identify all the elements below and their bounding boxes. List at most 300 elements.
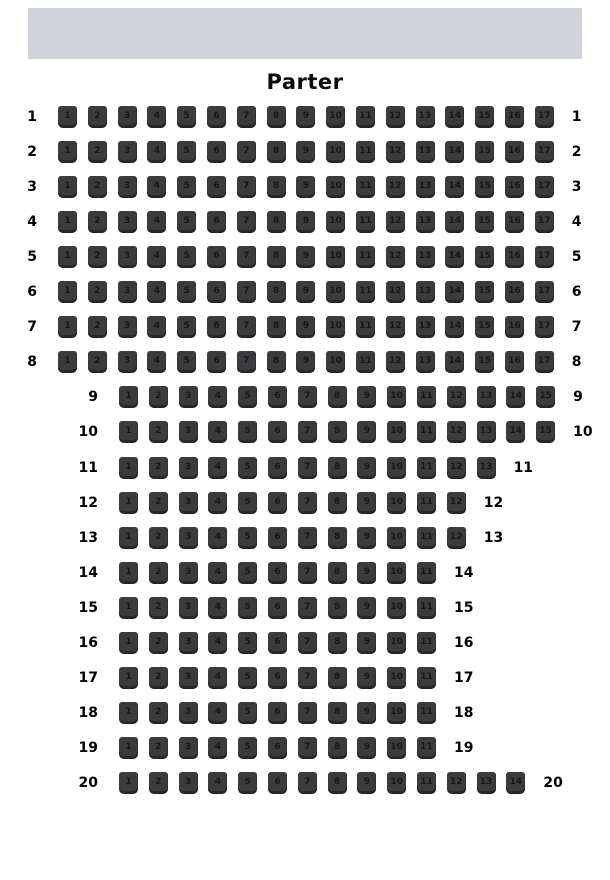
seat[interactable]: 5	[177, 351, 196, 373]
seat[interactable]: 7	[298, 386, 317, 408]
seat[interactable]: 9	[296, 176, 315, 198]
seat[interactable]: 6	[268, 632, 287, 654]
seat[interactable]: 1	[58, 141, 77, 163]
seat[interactable]: 12	[447, 772, 466, 794]
seat[interactable]: 1	[119, 632, 138, 654]
seat[interactable]: 2	[149, 772, 168, 794]
seat[interactable]: 5	[238, 527, 257, 549]
seat[interactable]: 10	[326, 176, 345, 198]
seat[interactable]: 4	[208, 737, 227, 759]
seat[interactable]: 10	[326, 281, 345, 303]
seat[interactable]: 11	[417, 632, 436, 654]
seat-group	[58, 281, 554, 303]
seat[interactable]: 1	[58, 176, 77, 198]
seat[interactable]: 6	[268, 527, 287, 549]
seat[interactable]: 13	[477, 386, 496, 408]
seat[interactable]: 2	[88, 246, 107, 268]
seat[interactable]: 6	[207, 211, 226, 233]
seat[interactable]: 2	[149, 737, 168, 759]
seat[interactable]: 5	[238, 632, 257, 654]
seat[interactable]: 2	[149, 702, 168, 724]
seat[interactable]: 2	[88, 351, 107, 373]
seat[interactable]: 6	[268, 702, 287, 724]
seat[interactable]: 2	[88, 211, 107, 233]
seat[interactable]: 8	[328, 457, 347, 479]
seat[interactable]: 6	[268, 386, 287, 408]
seat[interactable]: 15	[475, 141, 494, 163]
seat[interactable]: 10	[387, 772, 406, 794]
seat[interactable]: 8	[328, 597, 347, 619]
seat[interactable]: 13	[416, 351, 435, 373]
row-label-left: 17	[78, 670, 98, 687]
seat[interactable]: 16	[505, 211, 524, 233]
seat[interactable]: 1	[119, 386, 138, 408]
seat[interactable]: 13	[416, 281, 435, 303]
seat[interactable]: 1	[119, 667, 138, 689]
seat[interactable]: 12	[447, 421, 466, 443]
seat[interactable]: 9	[296, 246, 315, 268]
seat[interactable]: 5	[238, 702, 257, 724]
seat[interactable]: 5	[177, 141, 196, 163]
seat[interactable]: 17	[535, 281, 554, 303]
seat[interactable]: 14	[506, 772, 525, 794]
seat[interactable]: 8	[328, 702, 347, 724]
seat[interactable]: 7	[237, 281, 256, 303]
seat[interactable]: 15	[475, 316, 494, 338]
seat[interactable]: 8	[267, 141, 286, 163]
seat[interactable]: 3	[118, 141, 137, 163]
seat[interactable]: 12	[386, 211, 405, 233]
seat[interactable]: 11	[417, 737, 436, 759]
seat[interactable]: 14	[445, 246, 464, 268]
seat[interactable]: 12	[386, 106, 405, 128]
seat[interactable]: 13	[416, 106, 435, 128]
seat[interactable]: 7	[298, 772, 317, 794]
seat[interactable]: 12	[447, 492, 466, 514]
seat[interactable]: 17	[535, 351, 554, 373]
seat[interactable]: 9	[357, 457, 376, 479]
seat[interactable]: 16	[505, 141, 524, 163]
seat-group	[58, 141, 554, 163]
seat[interactable]: 14	[445, 141, 464, 163]
seat[interactable]: 3	[179, 702, 198, 724]
seat[interactable]: 2	[149, 527, 168, 549]
seat[interactable]: 6	[207, 246, 226, 268]
seat[interactable]: 7	[298, 527, 317, 549]
seat[interactable]: 4	[208, 597, 227, 619]
seat[interactable]: 4	[208, 772, 227, 794]
seat[interactable]: 11	[417, 772, 436, 794]
seat[interactable]: 1	[119, 702, 138, 724]
seat[interactable]: 10	[326, 106, 345, 128]
seat[interactable]: 8	[328, 772, 347, 794]
seat[interactable]: 7	[237, 246, 256, 268]
seat[interactable]: 9	[296, 106, 315, 128]
seat[interactable]: 5	[238, 457, 257, 479]
seat[interactable]: 8	[267, 106, 286, 128]
seat[interactable]: 1	[58, 246, 77, 268]
seat[interactable]: 16	[505, 316, 524, 338]
seat-group	[119, 457, 496, 479]
seat[interactable]: 6	[268, 421, 287, 443]
seat[interactable]: 7	[237, 141, 256, 163]
seat[interactable]: 6	[268, 737, 287, 759]
seat[interactable]: 5	[177, 246, 196, 268]
seat[interactable]: 7	[298, 457, 317, 479]
seat[interactable]: 3	[179, 562, 198, 584]
seat[interactable]: 15	[475, 211, 494, 233]
seat[interactable]: 15	[475, 106, 494, 128]
seat[interactable]: 14	[445, 316, 464, 338]
seat[interactable]: 8	[267, 246, 286, 268]
seat[interactable]: 8	[267, 176, 286, 198]
seat[interactable]: 6	[207, 351, 226, 373]
seat[interactable]: 11	[417, 492, 436, 514]
seat[interactable]: 10	[326, 246, 345, 268]
seat[interactable]: 6	[268, 562, 287, 584]
seat[interactable]: 11	[356, 351, 375, 373]
seat[interactable]: 4	[147, 246, 166, 268]
seat[interactable]: 14	[506, 386, 525, 408]
seat[interactable]: 3	[179, 386, 198, 408]
seat[interactable]: 15	[536, 386, 555, 408]
seat[interactable]: 15	[475, 351, 494, 373]
seat[interactable]: 12	[447, 527, 466, 549]
seat[interactable]: 9	[357, 597, 376, 619]
seat[interactable]: 10	[326, 351, 345, 373]
seat-group	[119, 421, 555, 443]
seat[interactable]: 10	[387, 386, 406, 408]
seat[interactable]: 3	[118, 176, 137, 198]
seat[interactable]: 10	[387, 632, 406, 654]
seat[interactable]: 14	[445, 106, 464, 128]
seat[interactable]: 2	[88, 316, 107, 338]
seat[interactable]: 5	[238, 597, 257, 619]
seat[interactable]: 4	[208, 386, 227, 408]
seat-group	[119, 527, 466, 549]
seat[interactable]: 3	[179, 421, 198, 443]
stage-bar	[28, 8, 582, 59]
seat[interactable]: 9	[357, 386, 376, 408]
seat[interactable]: 10	[326, 211, 345, 233]
seat[interactable]: 17	[535, 106, 554, 128]
seat[interactable]: 11	[417, 457, 436, 479]
seat[interactable]: 10	[326, 141, 345, 163]
seat[interactable]: 12	[386, 351, 405, 373]
seat[interactable]: 3	[179, 527, 198, 549]
seat[interactable]: 4	[208, 702, 227, 724]
seat[interactable]: 10	[387, 667, 406, 689]
seat[interactable]: 11	[356, 106, 375, 128]
seat[interactable]: 4	[208, 632, 227, 654]
seat[interactable]: 11	[356, 281, 375, 303]
seat[interactable]: 11	[417, 562, 436, 584]
seat[interactable]: 7	[237, 351, 256, 373]
seat[interactable]: 12	[386, 316, 405, 338]
seat[interactable]: 8	[328, 667, 347, 689]
seat[interactable]: 5	[238, 772, 257, 794]
seat[interactable]: 3	[179, 457, 198, 479]
seat[interactable]: 6	[207, 106, 226, 128]
seat[interactable]: 16	[505, 246, 524, 268]
seat[interactable]: 7	[237, 211, 256, 233]
seat[interactable]: 8	[328, 492, 347, 514]
seat[interactable]: 4	[208, 527, 227, 549]
seat[interactable]: 15	[536, 421, 555, 443]
seat[interactable]: 5	[177, 316, 196, 338]
seat[interactable]: 1	[119, 772, 138, 794]
seat[interactable]: 4	[208, 492, 227, 514]
seat[interactable]: 4	[208, 421, 227, 443]
seat-row	[61, 386, 583, 409]
seat[interactable]: 17	[535, 141, 554, 163]
seat[interactable]: 3	[179, 772, 198, 794]
seat[interactable]: 9	[296, 316, 315, 338]
seat[interactable]: 6	[268, 772, 287, 794]
seat[interactable]: 1	[119, 597, 138, 619]
seat[interactable]: 13	[416, 246, 435, 268]
seat[interactable]: 4	[147, 141, 166, 163]
seat[interactable]: 2	[149, 597, 168, 619]
seat[interactable]: 2	[149, 562, 168, 584]
seat[interactable]: 10	[387, 457, 406, 479]
seat[interactable]: 3	[179, 667, 198, 689]
seat[interactable]: 6	[268, 597, 287, 619]
seat[interactable]: 7	[298, 667, 317, 689]
seat[interactable]: 8	[267, 351, 286, 373]
seat[interactable]: 4	[208, 667, 227, 689]
seat[interactable]: 3	[118, 211, 137, 233]
seat[interactable]: 10	[387, 597, 406, 619]
seat[interactable]: 11	[356, 316, 375, 338]
seat[interactable]: 3	[179, 492, 198, 514]
seat[interactable]: 13	[416, 176, 435, 198]
seat[interactable]: 17	[535, 316, 554, 338]
seat[interactable]: 1	[119, 421, 138, 443]
seat[interactable]: 13	[477, 457, 496, 479]
seat[interactable]: 13	[416, 316, 435, 338]
seat[interactable]: 1	[58, 351, 77, 373]
row-label-right: 8	[571, 354, 582, 371]
seat[interactable]: 3	[179, 737, 198, 759]
seat[interactable]: 8	[328, 562, 347, 584]
seat[interactable]: 11	[417, 421, 436, 443]
seat[interactable]: 5	[238, 421, 257, 443]
seat[interactable]: 1	[58, 281, 77, 303]
seat[interactable]: 1	[58, 211, 77, 233]
seat[interactable]: 12	[447, 386, 466, 408]
seat[interactable]: 1	[58, 316, 77, 338]
seat[interactable]: 5	[177, 281, 196, 303]
seat[interactable]: 11	[417, 667, 436, 689]
row-label-left: 4	[27, 213, 37, 230]
seat[interactable]: 5	[238, 386, 257, 408]
seat[interactable]: 4	[208, 457, 227, 479]
seat[interactable]: 5	[238, 737, 257, 759]
seat[interactable]: 1	[119, 457, 138, 479]
seat[interactable]: 2	[149, 421, 168, 443]
seat[interactable]: 3	[118, 316, 137, 338]
seat[interactable]: 14	[445, 351, 464, 373]
seat[interactable]: 4	[147, 176, 166, 198]
seat[interactable]: 4	[208, 562, 227, 584]
seat[interactable]: 16	[505, 176, 524, 198]
seat[interactable]: 16	[505, 106, 524, 128]
seat[interactable]: 8	[328, 632, 347, 654]
seat[interactable]: 11	[417, 702, 436, 724]
seat[interactable]: 5	[177, 106, 196, 128]
seat[interactable]: 12	[386, 281, 405, 303]
seat[interactable]: 7	[298, 562, 317, 584]
seat[interactable]: 4	[147, 316, 166, 338]
seat[interactable]: 3	[118, 246, 137, 268]
seat[interactable]: 10	[387, 421, 406, 443]
seat[interactable]: 4	[147, 106, 166, 128]
seat[interactable]: 10	[387, 702, 406, 724]
seat[interactable]: 10	[387, 492, 406, 514]
seat[interactable]: 6	[268, 667, 287, 689]
seat[interactable]: 9	[296, 141, 315, 163]
seat[interactable]: 11	[356, 211, 375, 233]
seat[interactable]: 9	[357, 667, 376, 689]
seat[interactable]: 1	[119, 527, 138, 549]
seat[interactable]: 2	[149, 386, 168, 408]
seat[interactable]: 7	[298, 492, 317, 514]
seat[interactable]: 4	[147, 281, 166, 303]
seat[interactable]: 8	[328, 527, 347, 549]
seat[interactable]: 8	[267, 281, 286, 303]
seat[interactable]: 10	[387, 527, 406, 549]
seat-group	[119, 632, 436, 654]
seat[interactable]: 3	[118, 106, 137, 128]
seat[interactable]: 6	[207, 141, 226, 163]
seat[interactable]: 11	[417, 597, 436, 619]
seat[interactable]: 9	[296, 211, 315, 233]
seat[interactable]: 10	[387, 562, 406, 584]
seat[interactable]: 2	[88, 176, 107, 198]
seat[interactable]: 1	[119, 737, 138, 759]
seat[interactable]: 5	[238, 492, 257, 514]
seat[interactable]: 8	[328, 421, 347, 443]
seat[interactable]: 2	[88, 141, 107, 163]
seat[interactable]: 9	[357, 632, 376, 654]
seat[interactable]: 2	[88, 281, 107, 303]
row-label-left: 8	[27, 354, 37, 371]
seat[interactable]: 11	[356, 246, 375, 268]
seat[interactable]: 6	[207, 176, 226, 198]
seat[interactable]: 11	[356, 141, 375, 163]
seat[interactable]: 2	[149, 632, 168, 654]
seat[interactable]: 6	[268, 492, 287, 514]
seat[interactable]: 9	[357, 772, 376, 794]
seat[interactable]: 5	[238, 562, 257, 584]
seat[interactable]: 12	[386, 141, 405, 163]
row-label-left: 10	[78, 424, 98, 441]
seat[interactable]: 9	[357, 737, 376, 759]
seat[interactable]: 6	[207, 316, 226, 338]
seat[interactable]: 5	[177, 211, 196, 233]
seat[interactable]: 7	[298, 632, 317, 654]
seat[interactable]: 14	[506, 421, 525, 443]
seat[interactable]: 9	[357, 492, 376, 514]
seat[interactable]: 17	[535, 246, 554, 268]
seat[interactable]: 12	[447, 457, 466, 479]
seat[interactable]: 10	[326, 316, 345, 338]
seat[interactable]: 3	[118, 351, 137, 373]
seat[interactable]: 9	[357, 702, 376, 724]
seat[interactable]: 13	[477, 772, 496, 794]
seat[interactable]: 13	[416, 141, 435, 163]
seat[interactable]: 9	[296, 281, 315, 303]
seat[interactable]: 11	[417, 386, 436, 408]
seat[interactable]: 9	[357, 562, 376, 584]
seat-row	[0, 140, 582, 163]
seat[interactable]: 11	[356, 176, 375, 198]
seat-group	[58, 106, 554, 128]
seat[interactable]: 2	[149, 667, 168, 689]
seat[interactable]: 12	[386, 246, 405, 268]
seat[interactable]: 7	[237, 176, 256, 198]
seat[interactable]: 5	[238, 667, 257, 689]
seat[interactable]: 13	[477, 421, 496, 443]
seat[interactable]: 8	[328, 737, 347, 759]
seat[interactable]: 15	[475, 281, 494, 303]
seat[interactable]: 3	[118, 281, 137, 303]
seat[interactable]: 15	[475, 246, 494, 268]
seat[interactable]: 4	[147, 211, 166, 233]
seat[interactable]: 16	[505, 351, 524, 373]
seat[interactable]: 8	[267, 211, 286, 233]
seat[interactable]: 1	[58, 106, 77, 128]
seat[interactable]: 15	[475, 176, 494, 198]
seat[interactable]: 7	[298, 597, 317, 619]
seat[interactable]: 10	[387, 737, 406, 759]
seat[interactable]: 17	[535, 211, 554, 233]
seat[interactable]: 7	[237, 106, 256, 128]
seat[interactable]: 4	[147, 351, 166, 373]
seat[interactable]: 8	[328, 386, 347, 408]
seat[interactable]: 7	[298, 702, 317, 724]
seat[interactable]: 14	[445, 211, 464, 233]
seat[interactable]: 9	[357, 421, 376, 443]
seat[interactable]: 7	[237, 316, 256, 338]
seat[interactable]: 2	[149, 492, 168, 514]
seat[interactable]: 7	[298, 421, 317, 443]
seat[interactable]: 13	[416, 211, 435, 233]
seat[interactable]: 7	[298, 737, 317, 759]
seat[interactable]: 17	[535, 176, 554, 198]
seat[interactable]: 9	[357, 527, 376, 549]
seat[interactable]: 11	[417, 527, 436, 549]
seat[interactable]: 8	[267, 316, 286, 338]
row-label-left: 5	[27, 248, 37, 265]
seat[interactable]: 16	[505, 281, 524, 303]
seat[interactable]: 9	[296, 351, 315, 373]
seat[interactable]: 3	[179, 597, 198, 619]
seat[interactable]: 2	[149, 457, 168, 479]
seat[interactable]: 1	[119, 562, 138, 584]
row-label-right: 17	[453, 670, 474, 687]
seat[interactable]: 2	[88, 106, 107, 128]
seat[interactable]: 6	[268, 457, 287, 479]
seat[interactable]: 3	[179, 632, 198, 654]
seat[interactable]: 1	[119, 492, 138, 514]
seat[interactable]: 5	[177, 176, 196, 198]
seat[interactable]: 6	[207, 281, 226, 303]
seat[interactable]: 14	[445, 281, 464, 303]
seat[interactable]: 12	[386, 176, 405, 198]
seat[interactable]: 14	[445, 176, 464, 198]
